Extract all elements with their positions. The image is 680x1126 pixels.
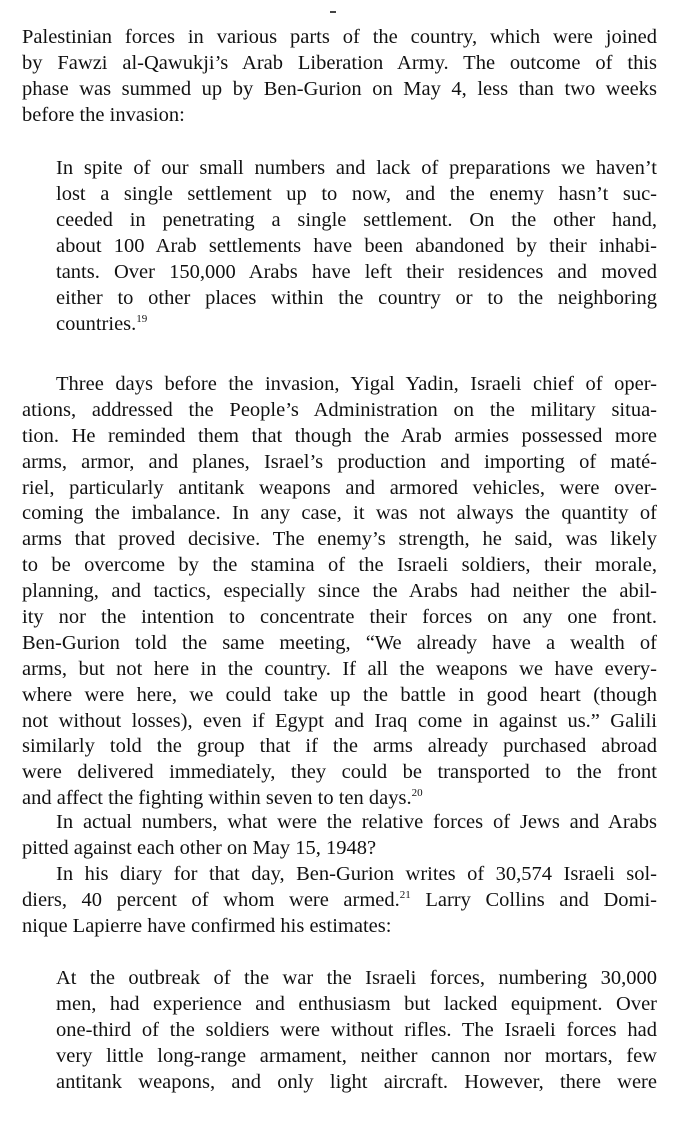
top-margin-mark [330, 11, 336, 13]
text-line: nique Lapierre have confirmed his estimates: [22, 915, 392, 937]
text-line: antitank weapons, and only light aircraft. However, there were [56, 1071, 657, 1093]
text-line: not without losses), even if Egypt and Iraq come in against us.” Galili [22, 709, 657, 732]
text-line: arms, armor, and planes, Israel’s production and importing of maté- [22, 450, 657, 473]
text-line: about 100 Arab settlements have been abandoned by their inhabi- [56, 235, 657, 257]
line-text: countries. [56, 313, 137, 335]
block-quote-ben-gurion [56, 155, 657, 337]
text-line: before the invasion: [22, 104, 185, 126]
text-line: Ben-Gurion told the same meeting, “We already have a wealth of [22, 631, 657, 654]
text-line: At the outbreak of the war the Israeli forces, numbering 30,000 [56, 967, 657, 989]
text-line: tants. Over 150,000 Arabs have left their residences and moved [56, 261, 657, 283]
text-line: In spite of our small numbers and lack of preparations we haven’t [56, 157, 657, 179]
text-line: very little long-range armament, neither cannon nor mortars, few [56, 1045, 657, 1067]
text-line: Three days before the invasion, Yigal Yadin, Israeli chief of oper- [56, 373, 657, 395]
text-line [22, 887, 657, 913]
line-text: diers, 40 percent of whom were armed. [22, 889, 400, 911]
text-line: In actual numbers, what were the relative forces of Jews and Arabs [56, 811, 657, 833]
text-line: ceeded in penetrating a single settlement. On the other hand, [56, 209, 657, 231]
footnote-reference: 21 [399, 889, 411, 901]
text-line: Palestinian forces in various parts of the country, which were joined [22, 26, 657, 48]
text-line: riel, particularly antitank weapons and armored vehicles, were over- [22, 476, 657, 499]
text-line: either to other places within the country or to the neighboring [56, 287, 657, 309]
text-line: tion. He reminded them that though the Arab armies possessed more [22, 424, 657, 447]
text-line [56, 311, 657, 337]
block-quote-collins-lapierre [56, 965, 657, 1095]
paragraph-yadin [22, 372, 657, 812]
text-line: arms that proved decisive. The enemy’s strength, he said, was likely [22, 528, 657, 551]
text-line: to be overcome by the stamina of the Israeli soldiers, their morale, [22, 554, 657, 577]
text-line: were delivered immediately, they could be transported to the front [22, 761, 657, 784]
text-line: where were here, we could take up the battle in good heart (though [22, 683, 657, 706]
text-line: arms, but not here in the country. If all the weapons we have every- [22, 657, 657, 680]
text-line: lost a single settlement up to now, and the enemy hasn’t suc- [56, 183, 657, 205]
text-line: ations, addressed the People’s Administration on the military situa- [22, 398, 657, 421]
text-line: similarly told the group that if the arms already purchased abroad [22, 735, 657, 758]
text-line: planning, and tactics, especially since the Arabs had neither the abil- [22, 580, 657, 603]
text-line: one-third of the soldiers were without rifles. The Israeli forces had [56, 1019, 657, 1041]
text-line: coming the imbalance. In any case, it was not always the quantity of [22, 502, 657, 525]
line-text: and affect the fighting within seven to ten days. [22, 787, 412, 810]
text-line: by Fawzi al-Qawukji’s Arab Liberation Army. The outcome of this [22, 52, 657, 74]
line-text-continued: Larry Collins and Domi- [410, 889, 657, 911]
footnote-reference: 20 [411, 787, 423, 800]
text-line: pitted against each other on May 15, 1948? [22, 837, 377, 859]
text-line: In his diary for that day, Ben-Gurion writes of 30,574 Israeli sol- [56, 863, 657, 885]
text-line: phase was summed up by Ben-Gurion on May 4, less than two weeks [22, 78, 657, 100]
footnote-reference: 19 [136, 313, 148, 325]
paragraph-question [22, 809, 657, 861]
text-line: men, had experience and enthusiasm but lacked equipment. Over [56, 993, 657, 1015]
paragraph-intro [22, 24, 657, 128]
paragraph-diary [22, 861, 657, 939]
text-line: ity nor the intention to concentrate their forces on any one front. [22, 606, 657, 629]
